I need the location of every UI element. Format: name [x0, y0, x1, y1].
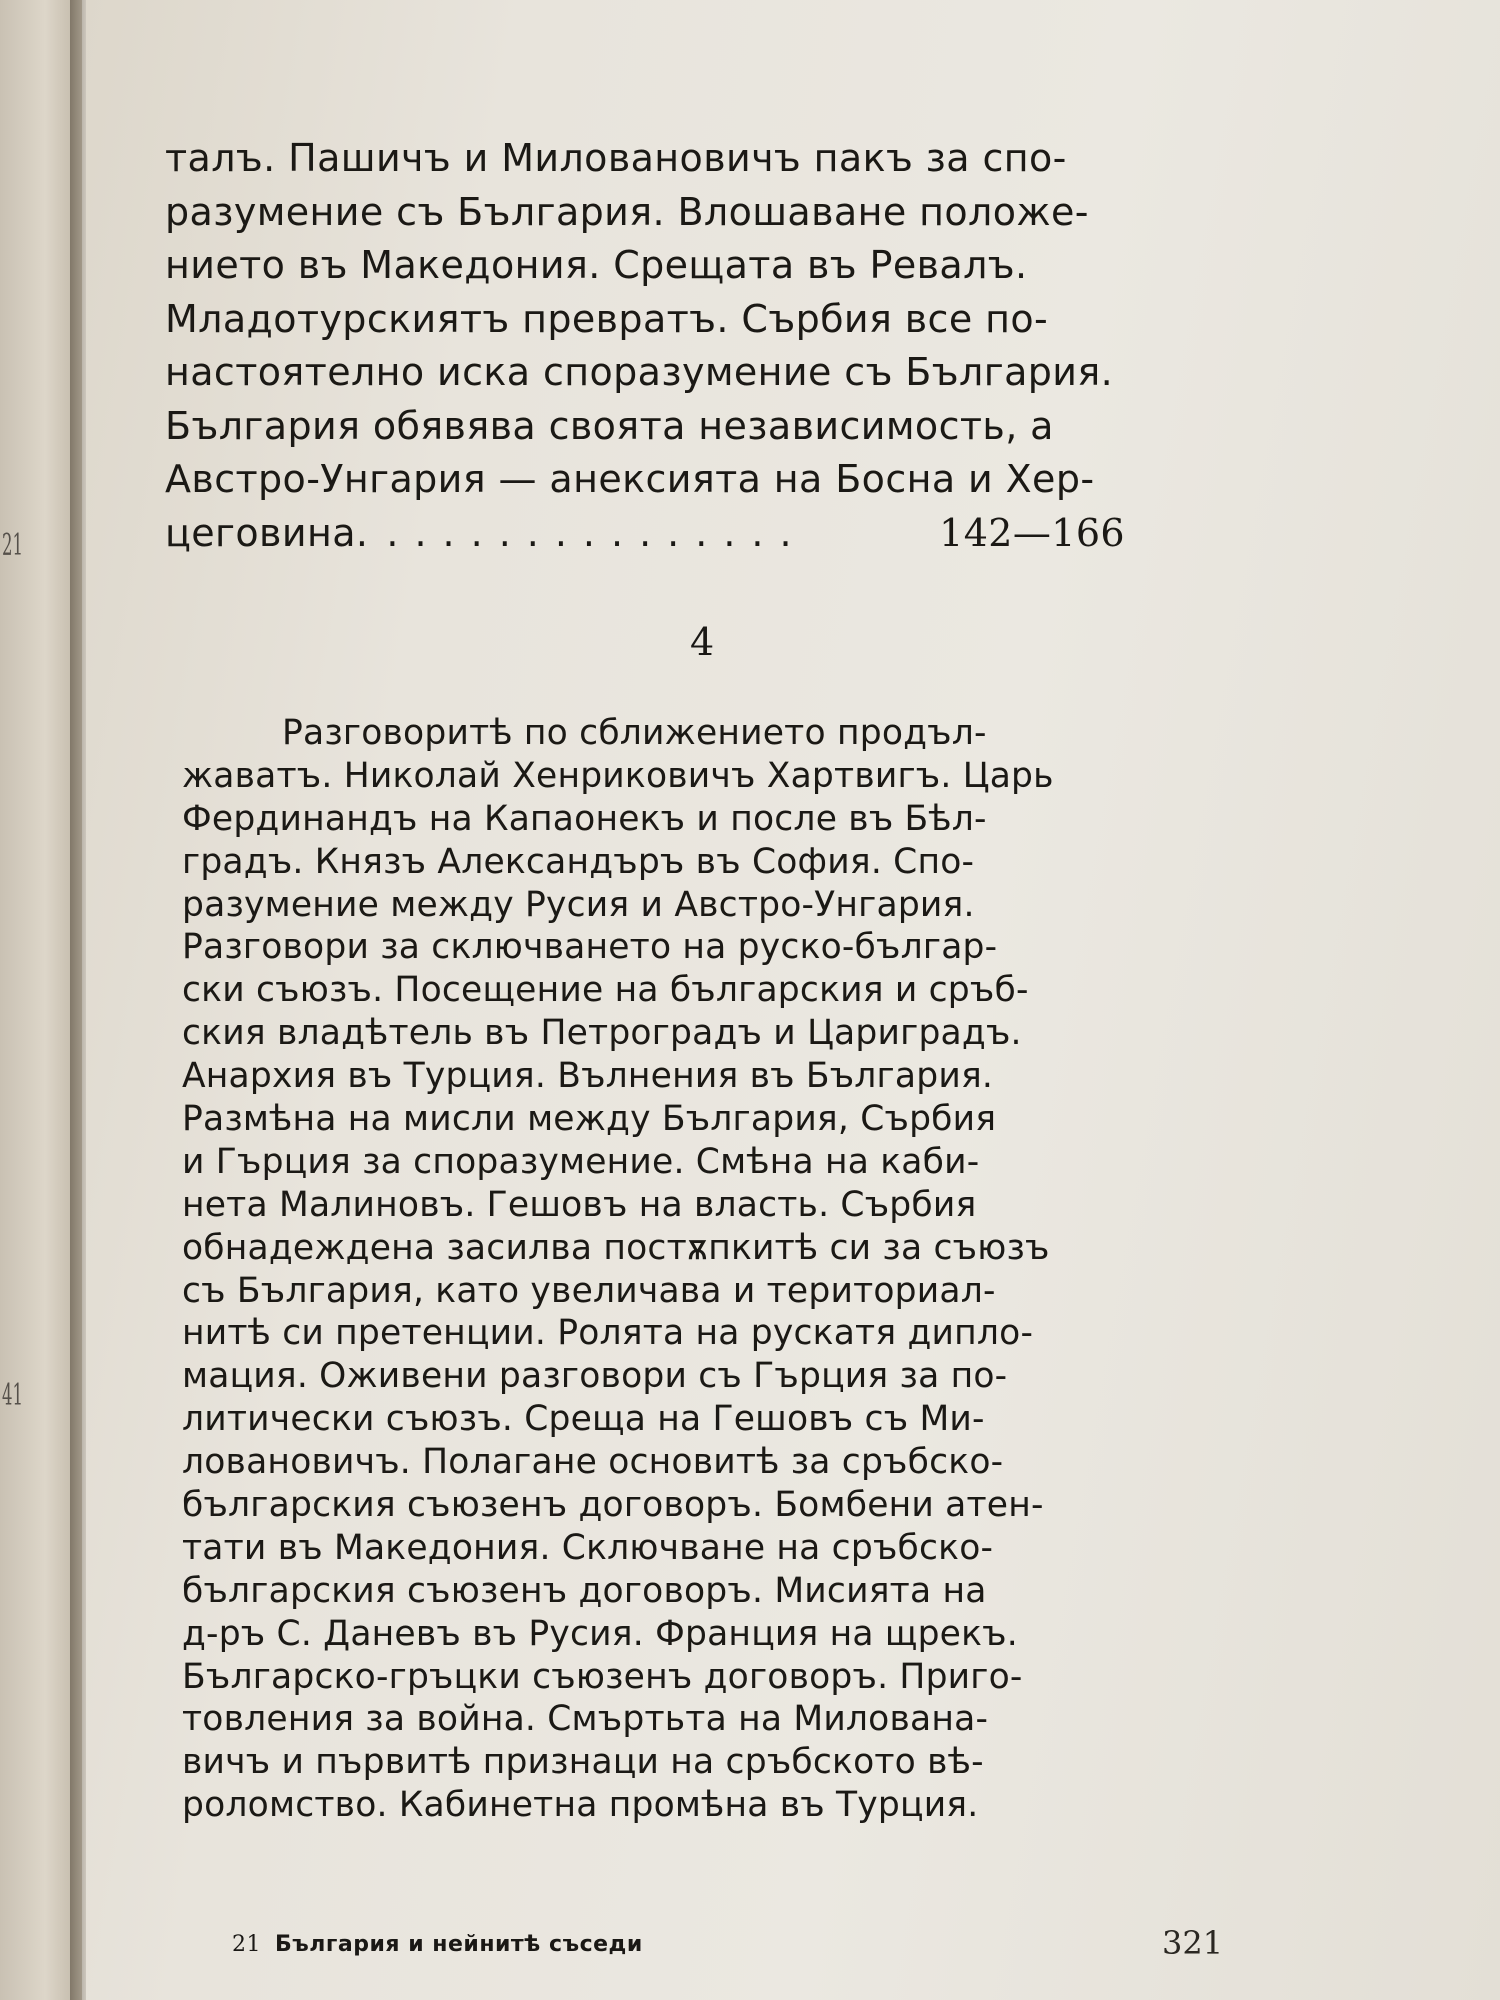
text-line: Българско-гръцки съюзенъ договоръ. Приго- — [182, 1656, 1023, 1697]
text-line: товления за война. Смъртьта на Милована- — [182, 1699, 989, 1740]
text-line: ловановичъ. Полагане основитѣ за сръбско- — [182, 1442, 1004, 1483]
toc-final-line — [165, 507, 1125, 561]
text-line: и Гърция за споразумение. Смѣна на каби- — [182, 1141, 980, 1182]
text-line: нета Малиновъ. Гешовъ на власть. Сърбия — [182, 1184, 977, 1225]
text-line: вичъ и първитѣ признаци на сръбското вѣ- — [182, 1742, 984, 1783]
text-line: обнадеждена засилва постѫпкитѣ си за съюзъ — [182, 1227, 1050, 1268]
text-line: жаватъ. Николай Хенриковичъ Хартвигъ. Царь — [182, 755, 1054, 796]
text-line: нието въ Македония. Срещата въ Ревалъ. — [165, 243, 1028, 287]
text-line: българския съюзенъ договоръ. Мисията на — [182, 1570, 987, 1611]
text-line: мация. Оживени разговори съ Гърция за по- — [182, 1356, 1008, 1397]
page-number: 321 — [1162, 1924, 1224, 1962]
text-line: съ България, като увеличава и териториал- — [182, 1270, 996, 1311]
text-line: настоятелно иска споразумение съ България. — [165, 350, 1114, 394]
section-number: 4 — [690, 620, 715, 664]
text-line: литически съюзъ. Среща на Гешовъ съ Ми- — [182, 1399, 985, 1440]
text-line: Младотурскиятъ превратъ. Сърбия все по- — [165, 296, 1049, 341]
text-line: д-ръ С. Даневъ въ Русия. Франция на щрекъ. — [182, 1613, 1018, 1654]
page-footer-signature — [232, 1932, 643, 1957]
text-line: ския владѣтель въ Петроградъ и Цариградъ. — [182, 1013, 1022, 1054]
text-line: България обявява своята независимость, а — [165, 403, 1054, 448]
text-line: българския съюзенъ договоръ. Бомбени атен- — [182, 1485, 1044, 1526]
text-line: Австро-Унгария — анексията на Босна и Хер- — [165, 457, 1095, 501]
text-line: Разговори за сключването на руско-българ- — [182, 927, 998, 968]
margin-number-41: 41 — [2, 1378, 24, 1413]
text-line: Разговоритѣ по сближението продъл- — [282, 713, 987, 753]
text-line: цеговина. — [165, 510, 369, 555]
text-line: ски съюзъ. Посещение на българския и сръб- — [182, 970, 1029, 1011]
toc-entry-3-summary — [165, 132, 1125, 560]
text-line: роломство. Кабинетна промѣна въ Турция. — [182, 1785, 979, 1826]
text-line: градъ. Князъ Александъръ въ София. Спо- — [182, 841, 975, 882]
text-line: тати въ Македония. Сключване на сръбско- — [182, 1527, 994, 1568]
text-line: разумение между Русия и Австро-Унгария. — [182, 884, 975, 925]
text-line: Анархия въ Турция. Вълнения въ България. — [182, 1056, 994, 1097]
page-range: 142—166 — [939, 510, 1125, 555]
text-line: разумение съ България. Влошаване положе- — [165, 189, 1089, 234]
text-line: Размѣна на мисли между България, Сърбия — [182, 1099, 997, 1140]
book-title: България и нейнитѣ съседи — [275, 1932, 643, 1957]
dot-leader: ............... — [386, 510, 808, 555]
text-line: Фердинандъ на Капаонекъ и после въ Бѣл- — [182, 798, 987, 839]
text-line: нитѣ си претенции. Ролята на рускатя дипло- — [182, 1313, 1034, 1354]
section-4-summary — [182, 712, 1102, 1827]
signature-number: 21 — [232, 1932, 261, 1957]
text-line: талъ. Пашичъ и Миловановичъ пакъ за спо- — [165, 136, 1067, 180]
margin-number-21: 21 — [2, 528, 24, 563]
